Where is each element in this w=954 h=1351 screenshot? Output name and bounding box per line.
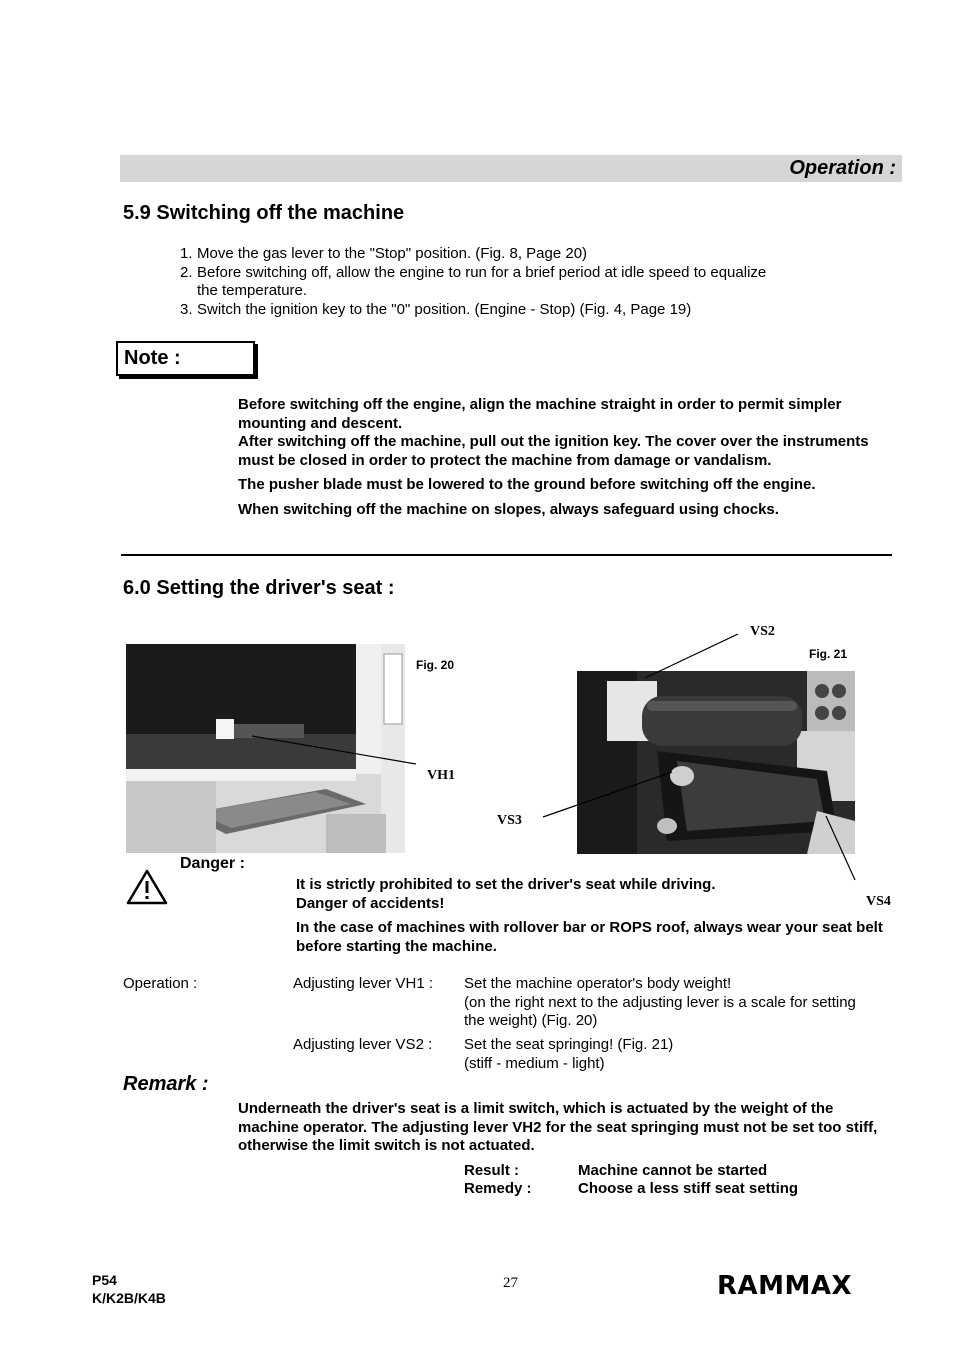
list-item: 2. Before switching off, allow the engine to run for a brief period at idle speed to equalize [180,263,767,281]
remark-text: Underneath the driver's seat is a limit switch, which is actuated by the weight of the machine operator. The adjusting lever VH2 for the seat springing must not be set too stiff, otherwise the limit switch is not actuated. [238,1100,878,1154]
list-item: 1. Move the gas lever to the "Stop" position. (Fig. 8, Page 20) [180,245,588,262]
leader-line-vs4 [826,816,855,880]
list-item: 3. Switch the ignition key to the "0" position. (Engine - Stop) (Fig. 4, Page 19) [180,301,692,319]
section-header-title: Operation : [789,157,896,179]
result-value: Machine cannot be started [578,1162,768,1179]
note-paragraph: Before switching off the engine, align the machine straight in order to permit simpler mounting and descent. [238,396,842,432]
section-6-0-title: 6.0 Setting the driver's seat : [123,577,395,599]
remedy-value: Choose a less stiff seat setting [578,1180,799,1197]
rammax-logo [717,1270,863,1298]
list-item-continuation: the temperature. [197,282,308,300]
remark-label: Remark : [123,1073,209,1095]
label-vh1: VH1 [427,768,455,783]
section-5-9-title: 5.9 Switching off the machine [123,202,405,224]
danger-line: It is strictly prohibited to set the driver's seat while driving. [296,876,716,893]
lever-vh1-label: Adjusting lever VH1 : [293,975,434,992]
result-label: Result : [464,1162,520,1179]
operation-label: Operation : [123,975,198,992]
note-paragraph: The pusher blade must be lowered to the ground before switching off the engine. [238,476,816,493]
fig-20-caption: Fig. 20 [416,658,455,672]
lever-vs2-label: Adjusting lever VS2 : [293,1036,433,1053]
leader-line-vs2 [645,634,738,678]
note-label: Note : [124,347,181,369]
leader-line-vh1 [252,736,416,764]
note-paragraph: When switching off the machine on slopes, always safeguard using chocks. [238,500,779,518]
danger-line: Danger of accidents! [296,894,445,912]
lever-vh1-description: Set the machine operator's body weight! (on the right next to the adjusting lever is a scale for setting the weight) (Fig. 20) [464,975,856,1029]
leader-line-vs3 [543,772,672,817]
fig-21-caption: Fig. 21 [809,647,848,661]
page-number: 27 [503,1275,518,1291]
remedy-label: Remedy : [464,1180,532,1197]
warning-triangle-icon [126,869,168,905]
note-paragraph: After switching off the machine, pull out the ignition key. The cover over the instruments must be closed in order to protect the machine from damage or vandalism. [238,433,869,469]
lever-vs2-description: Set the seat springing! (Fig. 21) (stiff - medium - light) [464,1036,674,1072]
label-vs2: VS2 [750,624,775,639]
svg-text:RAMMAX: RAMMAX [717,1271,853,1298]
label-vs4: VS4 [866,894,891,909]
footer-model: P54 K/K2B/K4B [92,1272,166,1306]
label-vs3: VS3 [497,813,522,828]
danger-text [296,876,896,962]
danger-label: Danger : [180,855,245,872]
danger-paragraph: In the case of machines with rollover bar or ROPS roof, always wear your seat belt before starting the machine. [296,919,883,955]
